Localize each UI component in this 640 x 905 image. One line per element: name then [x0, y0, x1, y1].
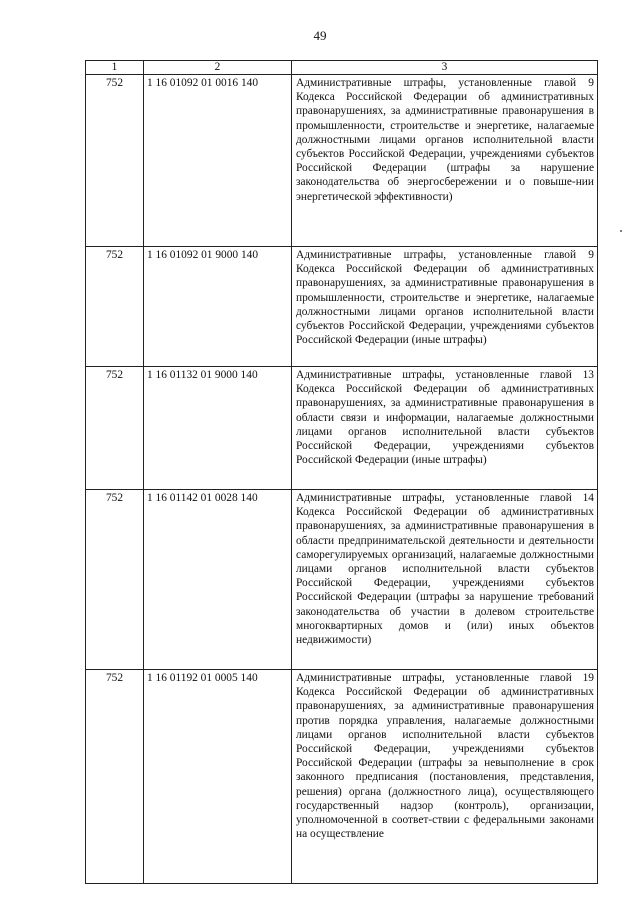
budget-code-cell: 1 16 01092 01 9000 140 — [144, 247, 292, 367]
description-cell: Административные штрафы, установленные главой 14 Кодекса Российской Федерации об административных правонарушениях, за административные правонарушения в области предпринимательской деятельности и деятельности саморегулируемых организаций, налагаемые должностными лицами органов исполнительной власти субъектов Российской Федерации, учреждениями субъектов Российской Федерации (штрафы за нарушение требований законодательства об участии в долевом строительстве многоквартирных домов и (или) иных объектов недвижимости) — [292, 490, 598, 670]
table-row — [86, 490, 598, 670]
budget-code-cell: 1 16 01192 01 0005 140 — [144, 670, 292, 884]
table-row — [86, 75, 598, 247]
budget-code-cell: 1 16 01142 01 0028 140 — [144, 490, 292, 670]
page-number: 49 — [313, 28, 327, 43]
admin-code-cell: 752 — [86, 367, 144, 490]
budget-code-cell: 1 16 01132 01 9000 140 — [144, 367, 292, 490]
table-row — [86, 670, 598, 884]
description-cell: Административные штрафы, установленные главой 13 Кодекса Российской Федерации об административных правонарушениях, за административные правонарушения в области связи и информации, налагаемые должностными лицами органов исполнительной власти субъектов Российской Федерации, учреждениями субъектов Российской Федерации (иные штрафы) — [292, 367, 598, 490]
budget-code-cell: 1 16 01092 01 0016 140 — [144, 75, 292, 247]
scan-speck — [620, 230, 622, 232]
table-row — [86, 247, 598, 367]
description-cell: Административные штрафы, установленные главой 9 Кодекса Российской Федерации об административных правонарушениях, за административные правонарушения в промышленности, строительстве и энергетике, налагаемые должностными лицами органов исполнительной власти субъектов Российской Федерации, учреждениями субъектов Российской Федерации (штрафы за нарушение законодательства об энергосбережении и о повыше-нии энергетической эффективности) — [292, 75, 598, 247]
admin-code-cell: 752 — [86, 75, 144, 247]
table-row — [86, 367, 598, 490]
admin-code-cell: 752 — [86, 490, 144, 670]
column-header-2: 2 — [144, 61, 292, 75]
column-header-1: 1 — [86, 61, 144, 75]
description-cell: Административные штрафы, установленные главой 19 Кодекса Российской Федерации об административных правонарушениях, за административные правонарушения против порядка управления, налагаемые должностными лицами органов исполнительной власти субъектов Российской Федерации, учреждениями субъектов Российской Федерации (штрафы за невыполнение в срок законного предписания (постановления, представления, решения) органа (должностного лица), осуществляющего государственный надзор (контроль), организации, уполномоченной в соответ-ствии с федеральными законами на осуществление — [292, 670, 598, 884]
description-cell: Административные штрафы, установленные главой 9 Кодекса Российской Федерации об административных правонарушениях, за административные правонарушения в промышленности, строительстве и энергетике, налагаемые должностными лицами органов исполнительной власти субъектов Российской Федерации, учреждениями субъектов Российской Федерации (иные штрафы) — [292, 247, 598, 367]
admin-code-cell: 752 — [86, 670, 144, 884]
admin-code-cell: 752 — [86, 247, 144, 367]
budget-codes-table — [85, 60, 598, 884]
column-header-3: 3 — [292, 61, 598, 75]
header-row — [86, 61, 598, 75]
